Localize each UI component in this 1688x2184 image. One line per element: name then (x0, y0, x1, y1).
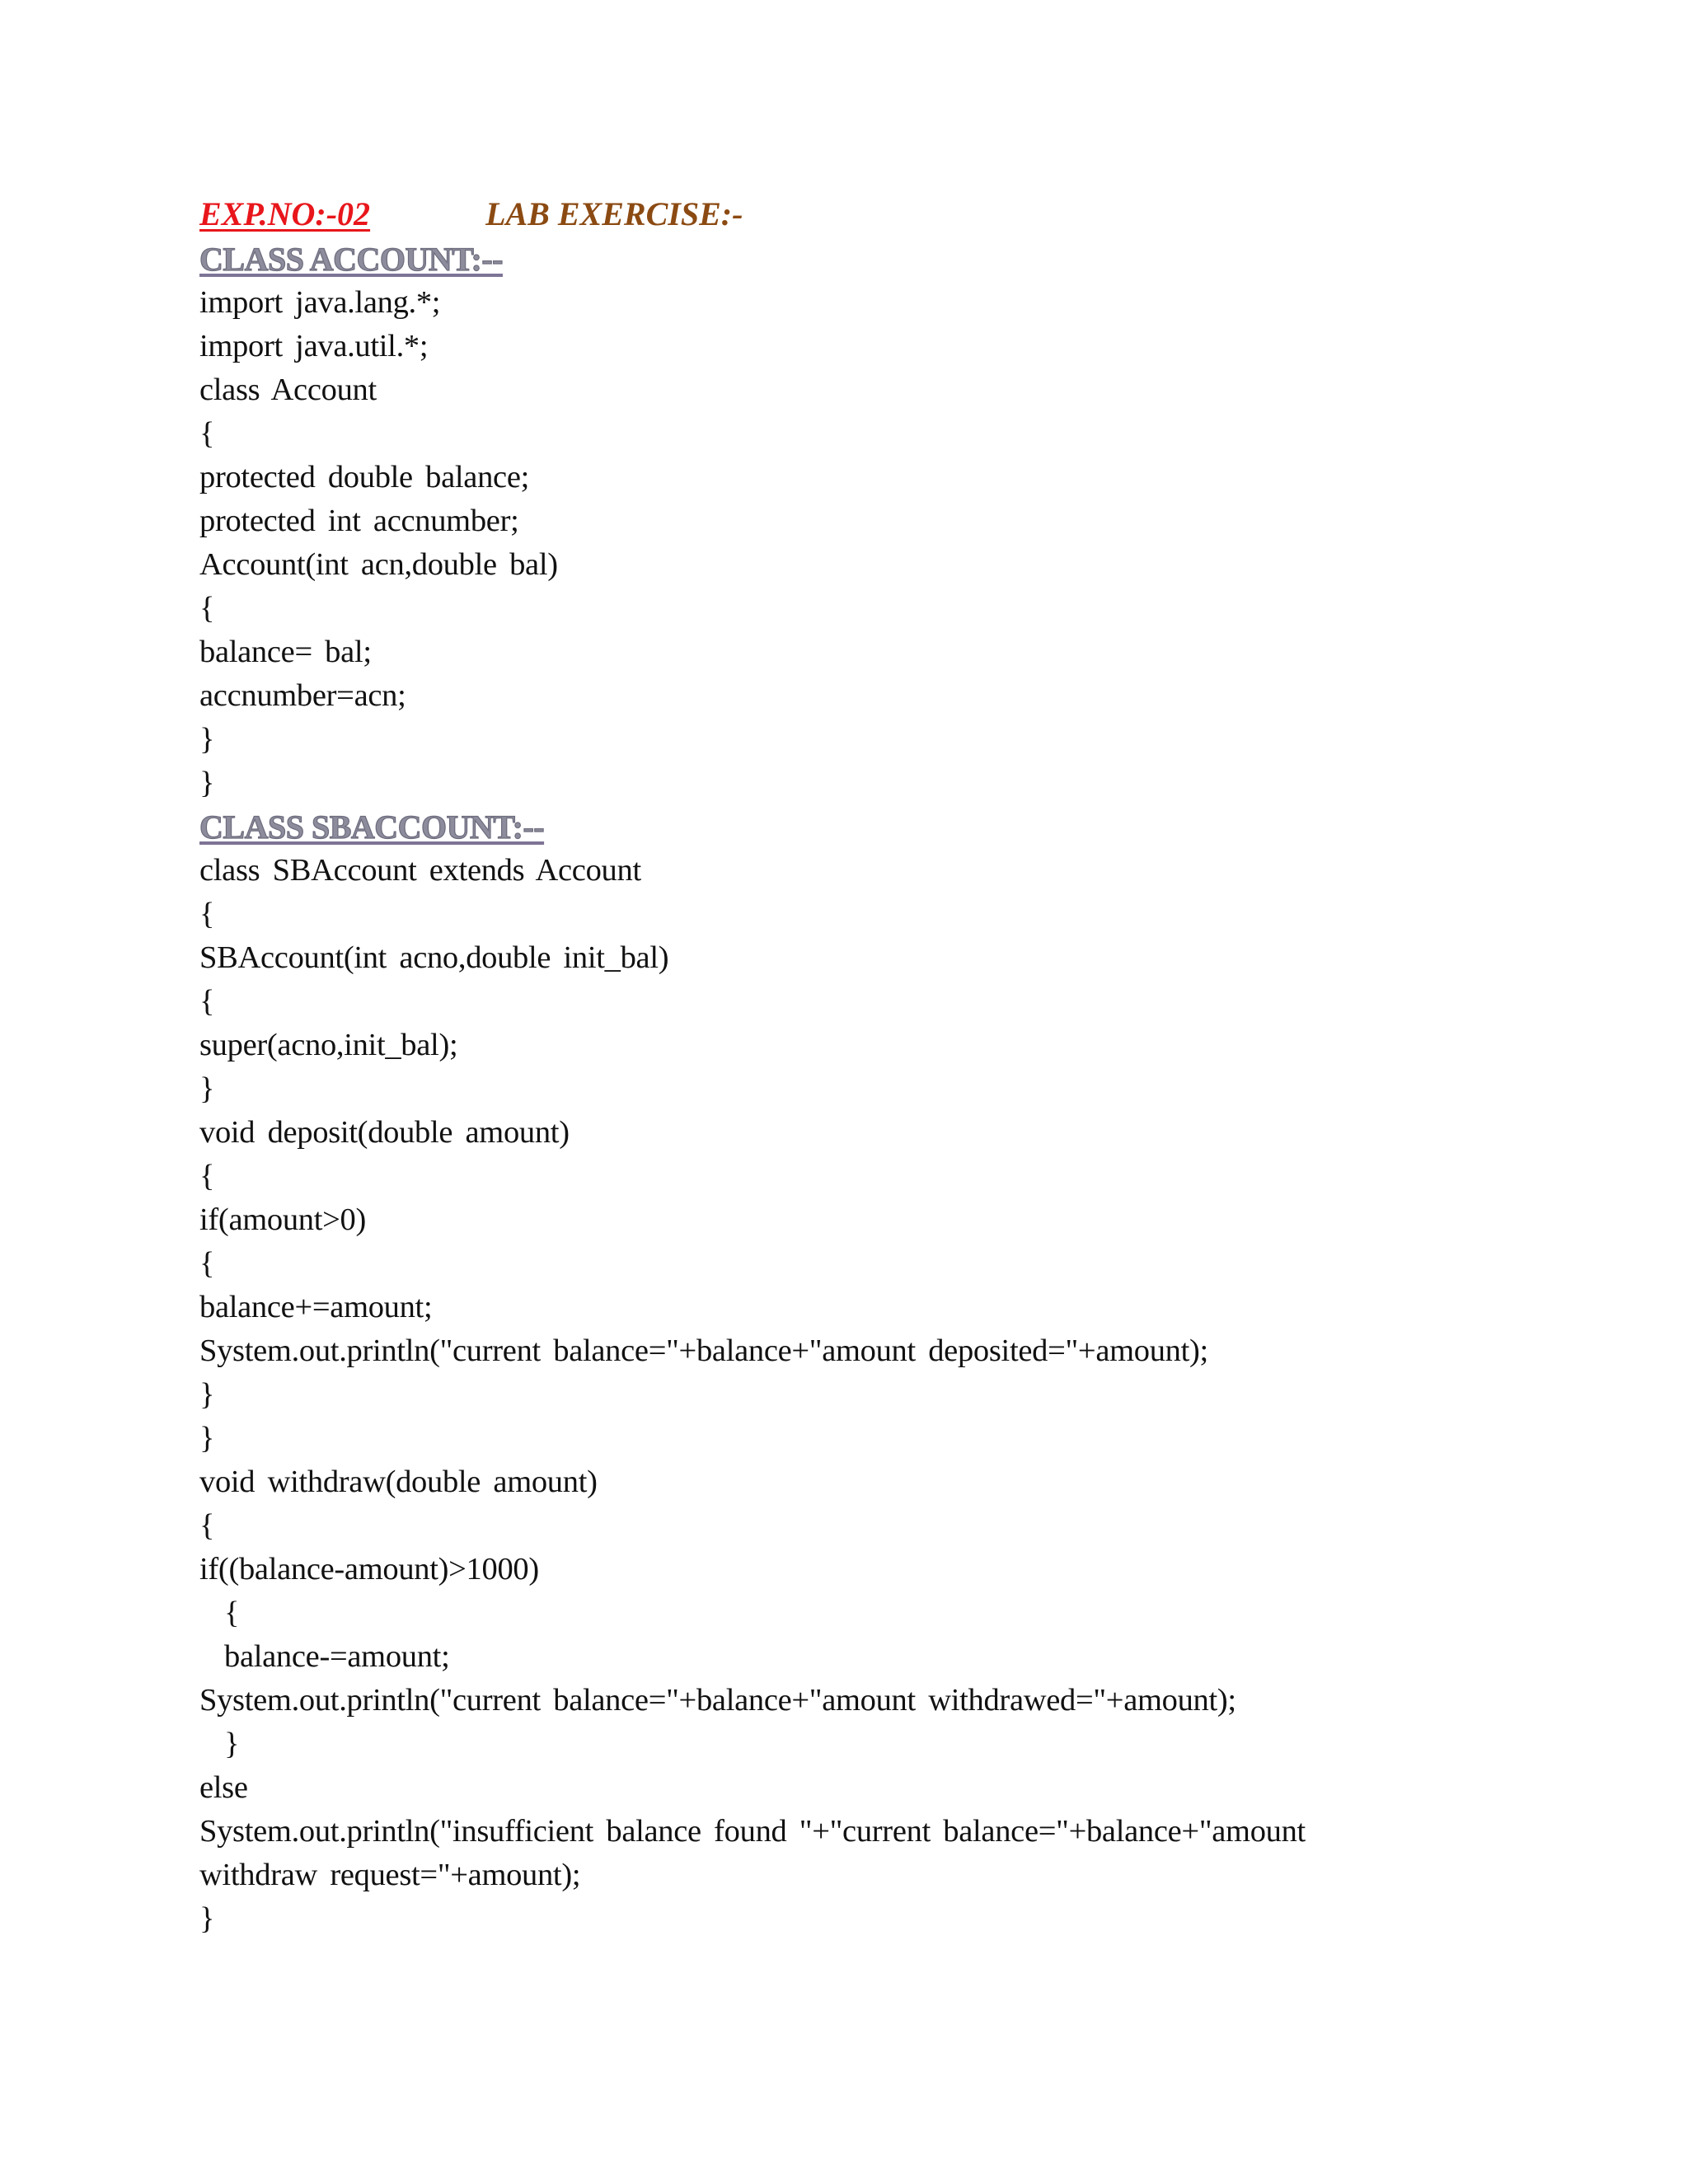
code-line: } (224, 1727, 240, 1761)
header-row (199, 191, 1601, 237)
code-line: import java.lang.*; (199, 285, 441, 320)
code-line: } (199, 1901, 215, 1936)
code-line: } (199, 1421, 215, 1455)
code-line: balance= bal; (199, 635, 372, 669)
code-line: super(acno,init_bal); (199, 1028, 458, 1062)
code-line: withdraw request="+amount); (199, 1858, 581, 1892)
sbaccount-code-block (199, 849, 1601, 1941)
experiment-number: EXP.NO:-02 (199, 195, 371, 232)
lab-exercise-title: LAB EXERCISE:- (485, 195, 743, 232)
code-line: System.out.println("insufficient balance found "+"current balance="+balance+"amount (199, 1814, 1306, 1849)
code-line: void withdraw(double amount) (199, 1465, 598, 1499)
code-line: if((balance-amount)>1000) (199, 1552, 539, 1586)
code-line: import java.util.*; (199, 329, 429, 363)
code-line: void deposit(double amount) (199, 1115, 570, 1150)
code-line: protected double balance; (199, 460, 530, 494)
code-line: class Account (199, 373, 377, 407)
code-line: { (199, 1508, 215, 1543)
code-line: Account(int acn,double bal) (199, 547, 558, 582)
code-line: } (199, 1071, 215, 1106)
code-line: { (199, 416, 215, 451)
code-line: { (199, 984, 215, 1019)
code-line: class SBAccount extends Account (199, 853, 641, 888)
code-line: else (199, 1770, 248, 1805)
code-line: { (199, 1159, 215, 1193)
code-line: accnumber=acn; (199, 678, 406, 713)
account-code-block (199, 281, 1601, 805)
code-line: SBAccount(int acno,double init_bal) (199, 940, 669, 975)
code-line: } (199, 722, 215, 757)
code-line: { (224, 1596, 240, 1630)
code-line: { (199, 1246, 215, 1281)
code-line: if(amount>0) (199, 1202, 367, 1237)
code-line: } (199, 766, 215, 800)
code-line: { (199, 591, 215, 626)
code-line: System.out.println("current balance="+balance+"amount deposited="+amount); (199, 1333, 1208, 1368)
code-line: } (199, 1377, 215, 1412)
code-line: System.out.println("current balance="+balance+"amount withdrawed="+amount); (199, 1683, 1236, 1718)
code-line: balance+=amount; (199, 1290, 433, 1324)
code-line: balance-=amount; (224, 1639, 450, 1674)
account-class-heading: CLASS ACCOUNT:-- (199, 241, 503, 278)
document-content (199, 191, 1601, 1941)
code-line: protected int accnumber; (199, 504, 519, 538)
code-line: { (199, 897, 215, 931)
sbaccount-class-heading: CLASS SBACCOUNT:-- (199, 808, 545, 846)
